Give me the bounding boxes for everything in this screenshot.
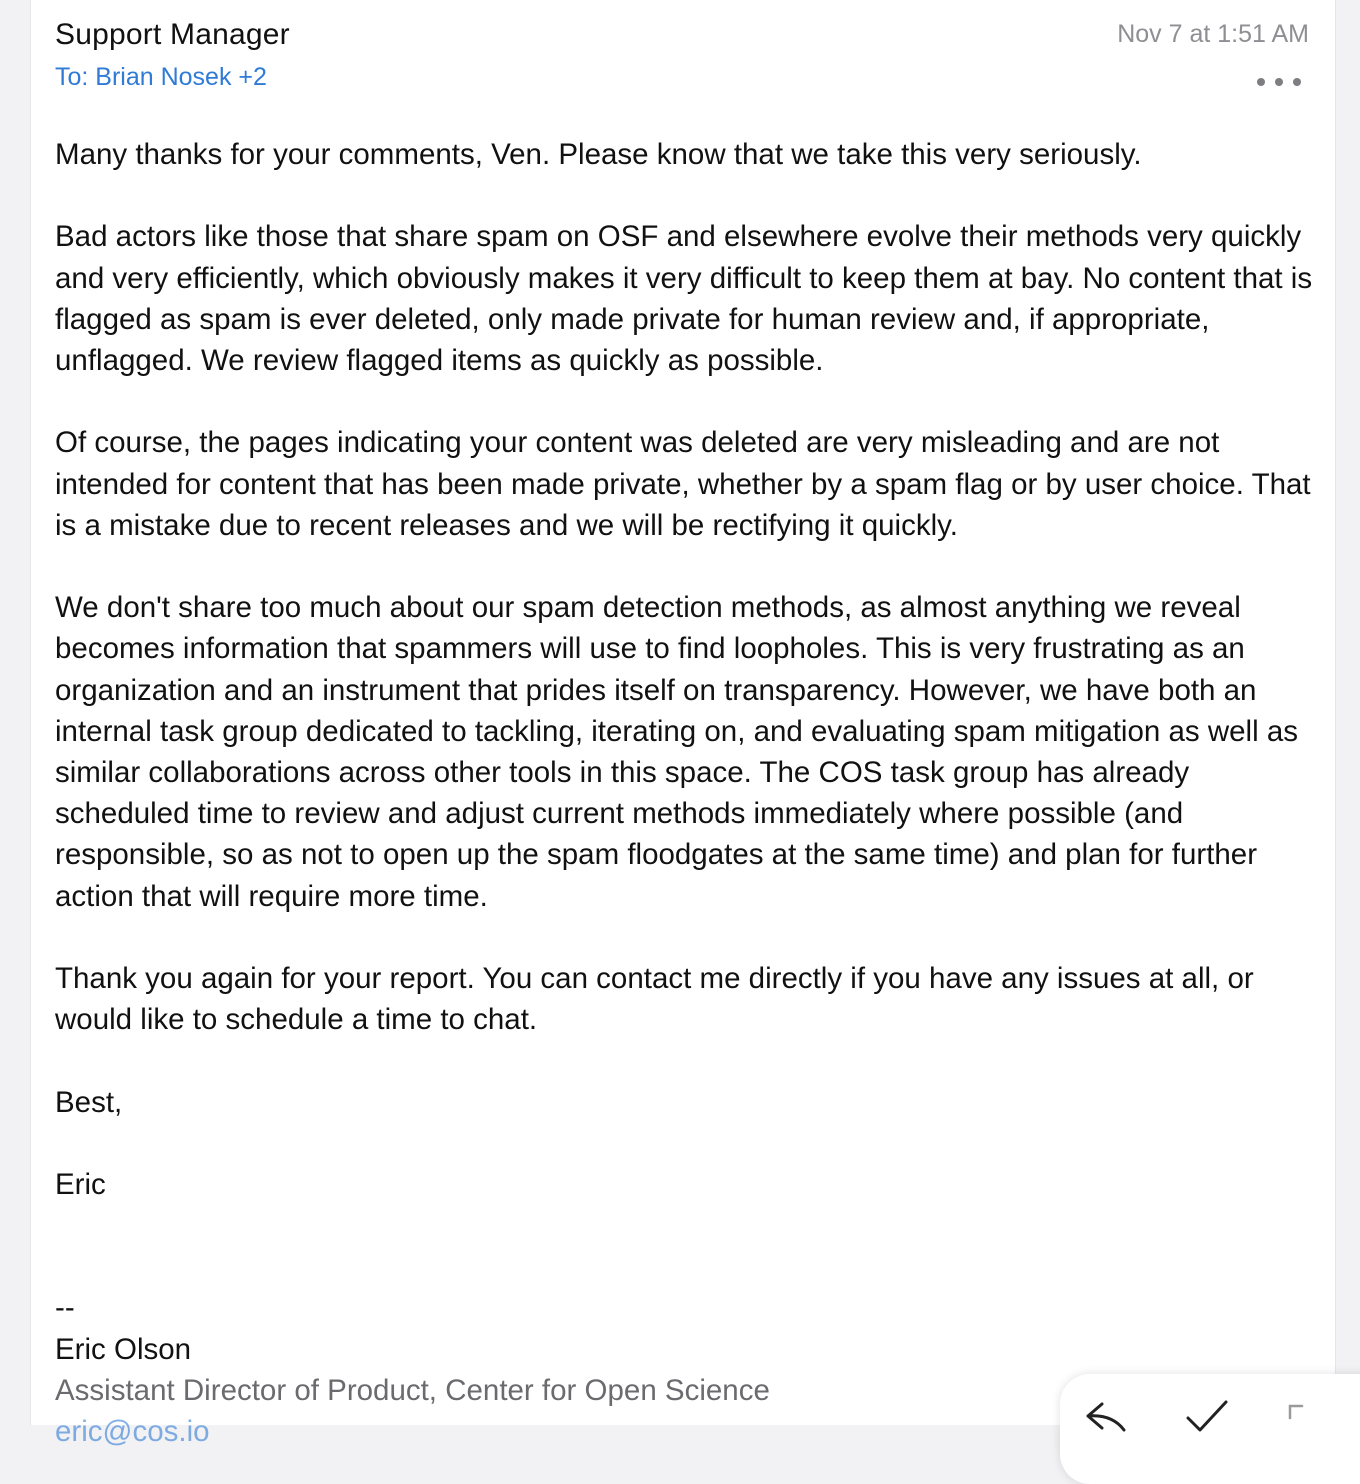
paragraph-spam-methods: Bad actors like those that share spam on OSF and elsewhere evolve their methods very quickly and very efficiently, which obviously makes it very difficult to keep them at bay. No content that is flagged as spam is ever deleted, only made private for human review and, if appropriate, unflagged. We review flagged items as quickly as possible. — [55, 220, 1313, 377]
closing: Best, — [55, 1085, 123, 1119]
floating-action-bar — [1060, 1374, 1360, 1484]
ellipsis-icon[interactable] — [1257, 70, 1301, 94]
sender-name[interactable]: Support Manager — [55, 18, 290, 51]
message-timestamp: Nov 7 at 1:51 AM — [1117, 20, 1309, 48]
message-body — [55, 134, 1325, 1452]
reply-icon[interactable] — [1082, 1396, 1132, 1436]
email-message — [30, 0, 1336, 1448]
recipients-link[interactable]: To: Brian Nosek +2 — [55, 63, 267, 91]
dot — [1293, 78, 1301, 86]
paragraph-deleted-pages: Of course, the pages indicating your content was deleted are very misleading and are not intended for content that has been made private, whether by a spam flag or by user choice. That is a mistake due to recent releases and we will be rectifying it quickly. — [55, 426, 1311, 542]
signature-title: Assistant Director of Product, Center for Open Science — [55, 1373, 770, 1407]
checkmark-icon[interactable] — [1182, 1396, 1232, 1436]
signature-email-link[interactable]: eric@cos.io — [55, 1414, 210, 1448]
paragraph-thanks: Thank you again for your report. You can contact me directly if you have any issues at all, or would like to schedule a time to chat. — [55, 962, 1254, 1037]
paragraph-task-group: We don't share too much about our spam detection methods, as almost anything we reveal becomes information that spammers will use to find loopholes. This is very frustrating as an organization and an instrument that prides itself on transparency. However, we have both an internal task group dedicated to tackling, iterating on, and evaluating spam mitigation as well as similar collaborations across other tools in this space. The COS task group has already scheduled time to review and adjust current methods immediately where possible (and responsible, so as not to open up the spam floodgates at the same time) and plan for further action that will require more time. — [55, 591, 1299, 913]
signature-name: Eric Olson — [55, 1332, 192, 1366]
dot — [1275, 78, 1283, 86]
sign-off-name: Eric — [55, 1167, 106, 1201]
expand-icon[interactable] — [1280, 1396, 1330, 1436]
dot — [1257, 78, 1265, 86]
paragraph-greeting: Many thanks for your comments, Ven. Please know that we take this very seriously. — [55, 138, 1142, 171]
signature-separator: -- — [55, 1291, 75, 1325]
